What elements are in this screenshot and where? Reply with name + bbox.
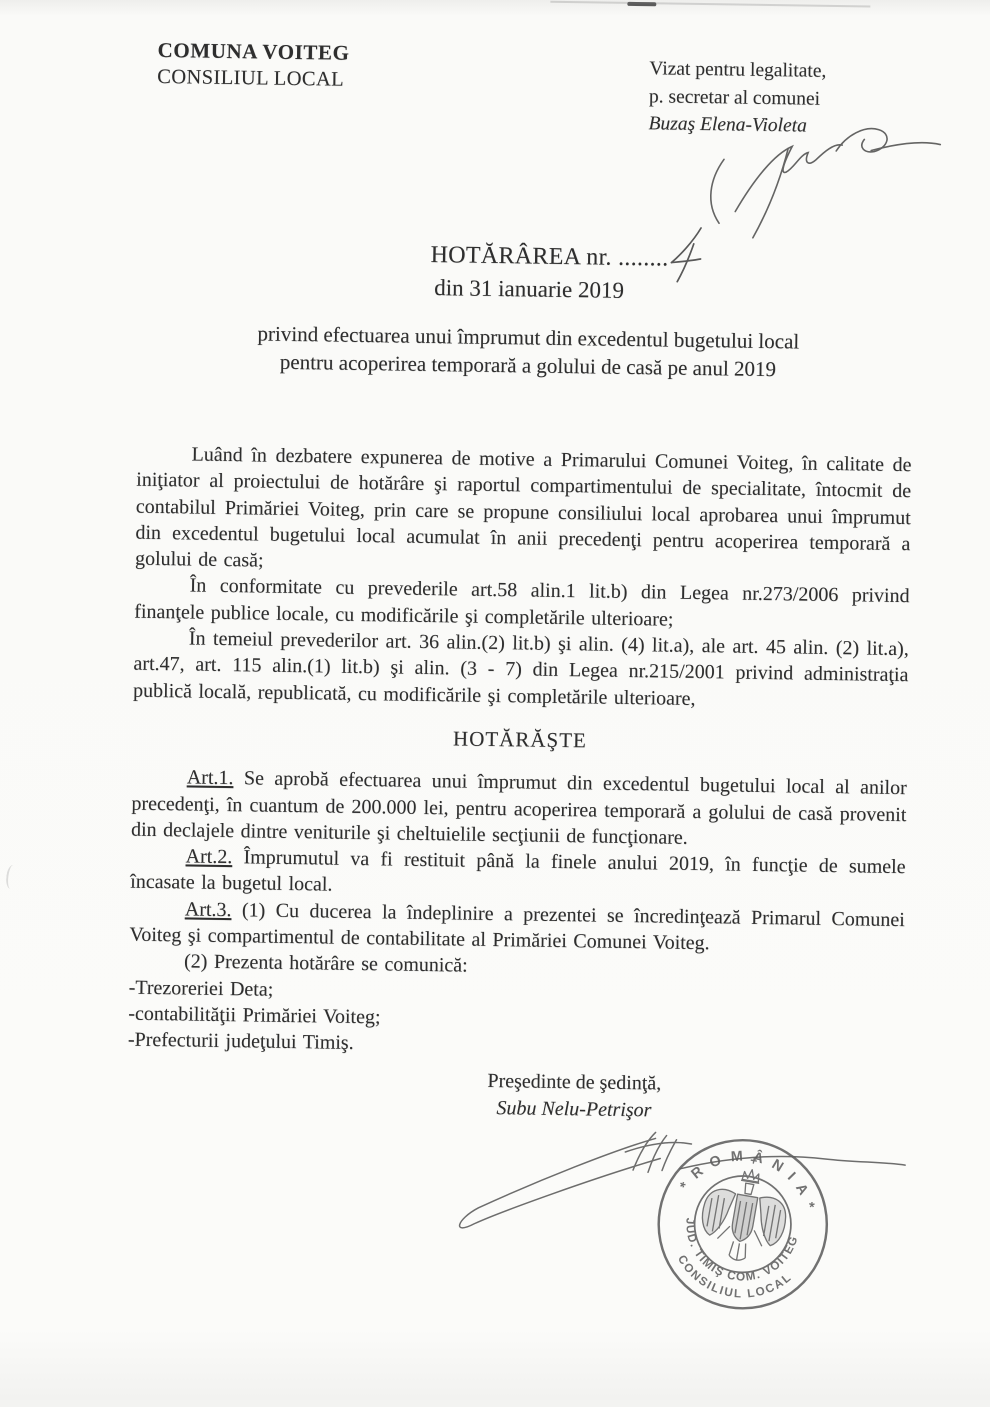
communication-intro: (2) Prezenta hotărâre se comunică: xyxy=(183,950,468,977)
article-text: Se aprobă efectuarea unui împrumut din excedentul bugetului local al anilor precedenţi, în cuantum de 200.000 lei, pentru acoperirea temporară a golului de casă provenit din declajele dintre veniturile şi cheltuielile secţiunii de funcţionare. xyxy=(130,767,907,849)
article-text: Împrumutul va fi restituit până la finele anului 2019, în funcţie de sumele încasate la bugetul local. xyxy=(130,846,906,897)
handwritten-number-4 xyxy=(668,225,709,286)
preamble-paragraph: Luând în dezbatere expunerea de motive a Primarului Comunei Voiteg, în calitate de iniţiator al proiectului de hotărâre şi raportul compartimentului de specialitate, întocmit de contabilul Primăriei Voiteg, prin care se propune consiliului local aprobarea unui împrumut din excedentul bugetului local acumulat în anii precedenţi pentru acoperirea temporară a golului de casă; xyxy=(134,443,912,572)
article-label: Art.2. xyxy=(185,845,233,869)
approval-line: Vizat pentru legalitate, xyxy=(649,58,827,82)
commune-name: COMUNA VOITEG xyxy=(157,37,350,65)
legal-basis-paragraph-1: În conformitate cu prevederile art.58 alin.1 lit.b) din Legea nr.273/2006 privind finanţele publice locale, cu modificările şi completările ulterioare; xyxy=(134,574,910,631)
scan-artifact-left-margin xyxy=(5,864,17,889)
president-role: Preşedinte de şedinţă, xyxy=(487,1069,662,1095)
article-label: Art.1. xyxy=(186,766,234,790)
article-text: (1) Cu ducerea la îndeplinire a prezentei se încredinţează Primarul Comunei Voiteg şi compartimentul de contabilitate al Primăriei Comunei Voiteg. xyxy=(129,898,905,955)
decision-subject xyxy=(61,318,990,387)
legal-basis-paragraph-2: În temeiul prevederilor art. 36 alin.(2) lit.b) şi alin. (4) lit.a), ale art. 45 alin. (2) lit.a), art.47, art. 115 alin.(1) lit.b) şi alin. (3 - 7) din Legea nr.215/2001 privind administraţia publică locală, republicată, cu modificările şi completările ulterioare, xyxy=(132,627,909,710)
stamp-county-arc: JUD. TIMIŞ COM. VOITEG xyxy=(683,1217,801,1284)
secretary-name: Buzaş Elena-Violeta xyxy=(648,113,808,137)
communication-item: -contabilităţii Primăriei Voiteg; xyxy=(128,1002,381,1029)
decision-title-text: HOTĂRÂREA nr. ........ xyxy=(430,241,669,272)
article-label: Art.3. xyxy=(184,898,232,921)
communication-item: -Prefecturii judeţului Timiş. xyxy=(127,1028,354,1055)
stamp-council-arc: CONSILIUL LOCAL xyxy=(674,1252,795,1301)
approval-role: p. secretar al comunei xyxy=(648,85,821,110)
decision-date: din 31 ianuarie 2019 xyxy=(434,275,625,303)
stamp-country-arc: * R O M Â N I A * xyxy=(677,1148,819,1213)
decision-title xyxy=(430,242,668,273)
council-name: CONSILIUL LOCAL xyxy=(157,65,345,91)
decision-heading: HOTĂRĂŞTE xyxy=(452,726,588,753)
subject-line-2: pentru acoperirea temporară a golului de casă pe anul 2019 xyxy=(279,349,777,381)
official-stamp xyxy=(624,1106,861,1343)
issuing-authority-block xyxy=(157,37,350,94)
secretary-signature xyxy=(695,111,952,250)
communication-item: -Trezoreriei Deta; xyxy=(128,976,274,1001)
subject-line-1: privind efectuarea unui împrumut din excedentul bugetului local xyxy=(257,321,800,354)
scan-artifact-top-shadow xyxy=(550,1,870,8)
article-1-paragraph xyxy=(131,764,907,854)
decision-body xyxy=(128,441,912,1065)
president-name: Subu Nelu-Petrişor xyxy=(496,1097,652,1122)
